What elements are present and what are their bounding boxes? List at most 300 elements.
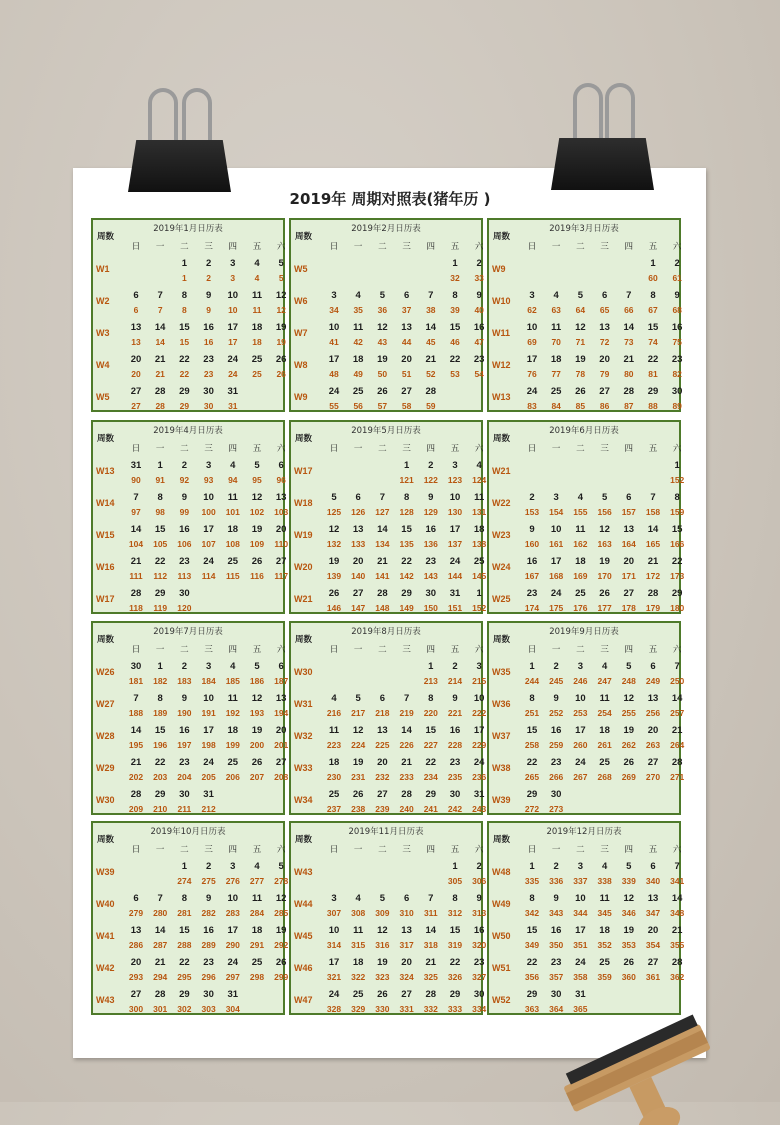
day-number: 25 xyxy=(473,556,485,567)
day-of-year: 168 xyxy=(549,571,564,581)
weekday-label: 二 xyxy=(576,444,585,454)
day-of-year: 218 xyxy=(375,708,390,718)
day-of-year: 89 xyxy=(672,401,682,411)
day-number: 5 xyxy=(278,258,284,269)
day-of-year: 343 xyxy=(549,908,564,918)
day-number: 4 xyxy=(577,492,584,503)
weekday-label: 五 xyxy=(648,845,658,855)
day-of-year: 52 xyxy=(426,369,436,379)
month-panel xyxy=(289,821,487,1015)
day-number: 11 xyxy=(353,322,364,333)
day-of-year: 177 xyxy=(597,603,612,613)
weekday-label: 四 xyxy=(228,242,238,252)
day-number: 28 xyxy=(401,789,412,800)
weekday-label: 四 xyxy=(624,845,634,855)
day-number: 28 xyxy=(647,588,659,599)
day-of-year: 319 xyxy=(447,940,463,950)
day-number: 29 xyxy=(425,789,437,800)
day-number: 23 xyxy=(550,957,562,968)
day-number: 25 xyxy=(227,757,239,768)
day-of-year: 146 xyxy=(326,603,342,613)
day-number: 29 xyxy=(647,386,659,397)
week-number: W38 xyxy=(492,763,511,773)
day-number: 26 xyxy=(352,789,364,800)
day-number: 7 xyxy=(428,893,434,904)
day-of-year: 3 xyxy=(230,273,236,283)
day-number: 13 xyxy=(377,725,388,736)
day-of-year: 116 xyxy=(250,571,264,581)
day-of-year: 259 xyxy=(549,740,564,750)
day-of-year: 11 xyxy=(252,305,262,315)
day-of-year: 118 xyxy=(129,603,143,613)
week-number-header: 周数 xyxy=(97,635,115,645)
day-number: 11 xyxy=(227,693,238,704)
day-of-year: 55 xyxy=(329,401,339,411)
week-number: W46 xyxy=(294,963,313,973)
day-number: 1 xyxy=(529,861,535,872)
day-number: 23 xyxy=(179,556,190,567)
month-title: 2019年9月日历表 xyxy=(549,627,619,637)
day-number: 27 xyxy=(377,789,388,800)
day-of-year: 296 xyxy=(201,972,216,982)
day-number: 9 xyxy=(181,492,188,503)
day-number: 2 xyxy=(205,258,212,269)
day-number: 13 xyxy=(647,893,659,904)
day-of-year: 40 xyxy=(474,305,484,315)
day-number: 24 xyxy=(575,957,586,968)
weekday-label: 四 xyxy=(426,444,436,454)
day-of-year: 54 xyxy=(474,369,484,379)
day-of-year: 84 xyxy=(551,401,561,411)
day-number: 11 xyxy=(599,893,610,904)
day-of-year: 50 xyxy=(377,369,388,379)
day-of-year: 194 xyxy=(274,708,289,718)
day-of-year: 318 xyxy=(423,940,438,950)
day-number: 1 xyxy=(476,588,482,599)
day-number: 27 xyxy=(275,556,287,567)
day-of-year: 95 xyxy=(252,475,262,485)
day-of-year: 230 xyxy=(326,772,342,782)
day-of-year: 79 xyxy=(599,369,610,379)
day-number: 25 xyxy=(599,957,610,968)
day-number: 11 xyxy=(551,322,562,333)
weekday-label: 一 xyxy=(353,444,363,454)
day-of-year: 213 xyxy=(423,676,438,686)
day-of-year: 344 xyxy=(573,908,588,918)
day-number: 26 xyxy=(575,386,586,397)
day-number: 1 xyxy=(181,258,188,269)
day-number: 28 xyxy=(671,757,683,768)
month-title: 2019年6月日历表 xyxy=(549,426,619,436)
day-of-year: 93 xyxy=(203,475,214,485)
day-number: 29 xyxy=(526,789,538,800)
day-number: 21 xyxy=(671,925,683,936)
day-of-year: 110 xyxy=(274,539,289,549)
day-of-year: 354 xyxy=(645,940,661,950)
day-of-year: 306 xyxy=(472,876,487,886)
day-number: 17 xyxy=(473,725,485,736)
day-of-year: 135 xyxy=(399,539,414,549)
day-of-year: 268 xyxy=(597,772,612,782)
day-of-year: 124 xyxy=(472,475,487,485)
day-of-year: 262 xyxy=(621,740,636,750)
day-number: 12 xyxy=(251,693,263,704)
day-of-year: 291 xyxy=(249,940,265,950)
day-number: 19 xyxy=(251,524,263,535)
week-number-header: 周数 xyxy=(295,835,313,845)
day-of-year: 15 xyxy=(179,337,190,347)
day-number: 23 xyxy=(473,354,485,365)
day-number: 22 xyxy=(671,556,683,567)
day-number: 19 xyxy=(623,725,635,736)
weekday-label: 四 xyxy=(228,845,238,855)
day-number: 23 xyxy=(473,957,485,968)
day-number: 2 xyxy=(553,661,559,672)
day-number: 18 xyxy=(328,757,340,768)
day-number: 9 xyxy=(553,893,559,904)
day-number: 16 xyxy=(203,925,214,936)
day-of-year: 63 xyxy=(551,305,561,315)
day-number: 9 xyxy=(181,693,188,704)
day-of-year: 365 xyxy=(573,1004,588,1014)
day-number: 11 xyxy=(227,492,238,503)
day-of-year: 288 xyxy=(177,940,192,950)
day-number: 8 xyxy=(452,290,458,301)
day-number: 18 xyxy=(550,354,562,365)
day-of-year: 41 xyxy=(329,337,339,347)
day-number: 9 xyxy=(674,290,680,301)
day-number: 15 xyxy=(154,524,166,535)
day-number: 10 xyxy=(203,693,214,704)
day-of-year: 150 xyxy=(423,603,438,613)
day-number: 10 xyxy=(575,893,586,904)
day-of-year: 316 xyxy=(375,940,390,950)
day-of-year: 364 xyxy=(549,1004,564,1014)
day-of-year: 187 xyxy=(274,676,289,686)
weekday-label: 三 xyxy=(204,645,213,655)
day-of-year: 255 xyxy=(621,708,636,718)
weekday-label: 三 xyxy=(600,845,609,855)
day-number: 13 xyxy=(130,322,142,333)
day-of-year: 339 xyxy=(621,876,636,886)
day-of-year: 130 xyxy=(447,507,463,517)
week-number: W7 xyxy=(294,328,308,338)
month-title: 2019年3月日历表 xyxy=(549,224,619,234)
day-of-year: 223 xyxy=(326,740,342,750)
day-number: 3 xyxy=(452,460,458,471)
day-number: 3 xyxy=(331,290,337,301)
day-of-year: 7 xyxy=(157,305,163,315)
weekday-label: 三 xyxy=(600,242,609,252)
day-of-year: 324 xyxy=(399,972,414,982)
week-number-header: 周数 xyxy=(493,835,511,845)
day-of-year: 331 xyxy=(399,1004,414,1014)
day-number: 26 xyxy=(275,354,287,365)
day-of-year: 363 xyxy=(524,1004,540,1014)
day-number: 23 xyxy=(526,588,538,599)
month-panel xyxy=(487,218,681,412)
day-of-year: 258 xyxy=(524,740,540,750)
day-of-year: 82 xyxy=(672,369,682,379)
day-number: 2 xyxy=(529,492,535,503)
day-number: 14 xyxy=(154,322,166,333)
day-of-year: 155 xyxy=(573,507,588,517)
day-number: 21 xyxy=(130,757,142,768)
day-of-year: 199 xyxy=(225,740,240,750)
day-number: 17 xyxy=(227,322,239,333)
day-number: 14 xyxy=(130,725,142,736)
day-number: 4 xyxy=(355,893,361,904)
day-of-year: 19 xyxy=(276,337,286,347)
month-panel xyxy=(91,621,289,815)
day-number: 21 xyxy=(401,757,412,768)
day-of-year: 361 xyxy=(645,972,661,982)
day-number: 6 xyxy=(379,693,386,704)
day-number: 21 xyxy=(623,354,635,365)
day-number: 15 xyxy=(526,725,538,736)
weekday-label: 六 xyxy=(276,845,286,855)
day-of-year: 153 xyxy=(524,507,540,517)
day-of-year: 275 xyxy=(201,876,216,886)
weekday-label: 六 xyxy=(672,645,682,655)
day-number: 5 xyxy=(379,290,386,301)
day-number: 26 xyxy=(251,757,263,768)
day-number: 9 xyxy=(452,693,458,704)
day-of-year: 53 xyxy=(450,369,460,379)
day-number: 10 xyxy=(526,322,538,333)
weekday-label: 一 xyxy=(155,845,165,855)
day-of-year: 137 xyxy=(447,539,463,549)
day-of-year: 140 xyxy=(351,571,366,581)
weekday-label: 五 xyxy=(648,242,658,252)
day-number: 4 xyxy=(355,290,361,301)
day-of-year: 271 xyxy=(670,772,685,782)
day-of-year: 180 xyxy=(670,603,685,613)
day-of-year: 4 xyxy=(254,273,260,283)
month-panel xyxy=(487,420,685,614)
weekday-label: 日 xyxy=(527,845,537,855)
day-number: 17 xyxy=(526,354,538,365)
weekday-label: 六 xyxy=(474,645,484,655)
day-number: 4 xyxy=(254,861,260,872)
day-number: 16 xyxy=(179,524,190,535)
week-number: W28 xyxy=(96,731,115,741)
weekday-label: 二 xyxy=(378,845,387,855)
day-number: 22 xyxy=(179,957,190,968)
day-number: 16 xyxy=(179,725,190,736)
day-of-year: 257 xyxy=(670,708,685,718)
weekday-label: 三 xyxy=(600,645,609,655)
day-of-year: 191 xyxy=(201,708,216,718)
day-of-year: 43 xyxy=(377,337,388,347)
day-number: 13 xyxy=(401,925,412,936)
day-of-year: 172 xyxy=(645,571,661,581)
day-of-year: 254 xyxy=(597,708,612,718)
day-number: 12 xyxy=(275,893,287,904)
day-number: 29 xyxy=(154,588,166,599)
day-of-year: 152 xyxy=(472,603,487,613)
day-of-year: 287 xyxy=(153,940,168,950)
day-number: 7 xyxy=(626,290,632,301)
day-number: 2 xyxy=(674,258,680,269)
day-of-year: 235 xyxy=(447,772,463,782)
week-number: W33 xyxy=(294,763,313,773)
day-number: 22 xyxy=(154,556,166,567)
day-number: 27 xyxy=(647,757,659,768)
day-of-year: 59 xyxy=(426,401,436,411)
day-of-year: 188 xyxy=(128,708,144,718)
day-number: 31 xyxy=(227,989,239,1000)
day-number: 20 xyxy=(401,354,412,365)
day-number: 7 xyxy=(133,693,139,704)
day-of-year: 351 xyxy=(573,940,588,950)
day-of-year: 108 xyxy=(225,539,240,549)
day-of-year: 87 xyxy=(624,401,634,411)
day-of-year: 304 xyxy=(225,1004,240,1014)
week-number: W21 xyxy=(492,466,511,476)
week-number: W51 xyxy=(492,963,511,973)
day-number: 7 xyxy=(157,893,163,904)
weekday-label: 六 xyxy=(276,444,286,454)
day-number: 1 xyxy=(157,460,163,471)
day-of-year: 360 xyxy=(621,972,636,982)
day-number: 11 xyxy=(251,893,263,904)
day-of-year: 31 xyxy=(228,401,238,411)
day-number: 14 xyxy=(401,725,412,736)
day-of-year: 264 xyxy=(670,740,685,750)
day-of-year: 151 xyxy=(447,603,463,613)
day-number: 11 xyxy=(599,693,610,704)
day-number: 23 xyxy=(449,757,461,768)
day-number: 6 xyxy=(601,290,608,301)
day-number: 14 xyxy=(671,693,683,704)
day-number: 24 xyxy=(473,757,485,768)
day-number: 9 xyxy=(476,893,482,904)
week-number: W5 xyxy=(294,264,308,274)
day-number: 1 xyxy=(452,258,458,269)
day-number: 28 xyxy=(154,989,166,1000)
day-of-year: 198 xyxy=(201,740,216,750)
day-number: 17 xyxy=(328,957,340,968)
week-number-header: 周数 xyxy=(97,434,115,444)
day-of-year: 215 xyxy=(472,676,487,686)
day-of-year: 141 xyxy=(375,571,390,581)
day-of-year: 347 xyxy=(645,908,661,918)
day-of-year: 240 xyxy=(399,804,414,814)
day-of-year: 27 xyxy=(131,401,141,411)
month-panel xyxy=(91,218,285,412)
day-of-year: 75 xyxy=(672,337,682,347)
day-of-year: 325 xyxy=(423,972,438,982)
day-of-year: 243 xyxy=(472,804,487,814)
day-of-year: 253 xyxy=(573,708,588,718)
day-number: 27 xyxy=(352,588,364,599)
week-number: W16 xyxy=(96,562,115,572)
day-of-year: 252 xyxy=(549,708,564,718)
week-number: W29 xyxy=(96,763,115,773)
day-of-year: 200 xyxy=(249,740,265,750)
day-number: 12 xyxy=(377,322,388,333)
day-number: 26 xyxy=(275,957,287,968)
day-of-year: 229 xyxy=(472,740,487,750)
week-number: W44 xyxy=(294,899,313,909)
day-of-year: 179 xyxy=(645,603,661,613)
day-number: 11 xyxy=(353,925,364,936)
day-of-year: 111 xyxy=(129,571,143,581)
day-of-year: 145 xyxy=(472,571,487,581)
day-of-year: 8 xyxy=(182,305,187,315)
day-of-year: 335 xyxy=(524,876,540,886)
day-of-year: 9 xyxy=(206,305,211,315)
day-number: 12 xyxy=(352,725,364,736)
day-of-year: 83 xyxy=(527,401,537,411)
week-number-header: 周数 xyxy=(493,232,511,242)
weekday-label: 五 xyxy=(450,242,460,252)
day-number: 18 xyxy=(251,322,263,333)
weekday-label: 三 xyxy=(402,444,411,454)
day-of-year: 113 xyxy=(177,571,192,581)
day-number: 25 xyxy=(328,789,340,800)
day-of-year: 143 xyxy=(423,571,438,581)
day-of-year: 80 xyxy=(624,369,634,379)
day-number: 1 xyxy=(428,661,434,672)
day-of-year: 42 xyxy=(353,337,363,347)
day-of-year: 98 xyxy=(155,507,165,517)
day-number: 22 xyxy=(154,757,166,768)
day-of-year: 181 xyxy=(128,676,144,686)
day-number: 17 xyxy=(550,556,562,567)
day-number: 15 xyxy=(179,322,190,333)
day-of-year: 39 xyxy=(450,305,460,315)
day-number: 19 xyxy=(251,725,263,736)
day-number: 1 xyxy=(157,661,163,672)
day-of-year: 195 xyxy=(128,740,144,750)
day-number: 2 xyxy=(205,861,212,872)
day-of-year: 138 xyxy=(472,539,487,549)
day-number: 28 xyxy=(377,588,388,599)
page-title: 2019年 周期对照表(猪年历 ) xyxy=(289,190,491,208)
day-number: 27 xyxy=(130,989,142,1000)
day-of-year: 36 xyxy=(377,305,388,315)
day-number: 15 xyxy=(425,725,437,736)
day-of-year: 2 xyxy=(206,273,211,283)
day-of-year: 178 xyxy=(621,603,636,613)
day-of-year: 192 xyxy=(225,708,240,718)
day-of-year: 217 xyxy=(351,708,366,718)
day-number: 28 xyxy=(671,957,683,968)
weekday-label: 日 xyxy=(329,845,339,855)
day-of-year: 220 xyxy=(423,708,438,718)
day-number: 3 xyxy=(205,460,212,471)
day-number: 26 xyxy=(599,588,610,599)
day-number: 4 xyxy=(230,661,236,672)
day-of-year: 292 xyxy=(274,940,289,950)
day-of-year: 279 xyxy=(128,908,144,918)
day-number: 18 xyxy=(575,556,586,567)
day-number: 15 xyxy=(671,524,683,535)
day-number: 22 xyxy=(647,354,659,365)
day-number: 18 xyxy=(599,725,610,736)
month-panel xyxy=(289,420,487,614)
day-of-year: 101 xyxy=(225,507,240,517)
day-number: 31 xyxy=(575,989,586,1000)
day-of-year: 322 xyxy=(351,972,366,982)
day-number: 11 xyxy=(251,290,263,301)
day-number: 8 xyxy=(428,693,434,704)
day-of-year: 47 xyxy=(474,337,484,347)
day-of-year: 30 xyxy=(203,401,214,411)
day-number: 28 xyxy=(154,386,166,397)
